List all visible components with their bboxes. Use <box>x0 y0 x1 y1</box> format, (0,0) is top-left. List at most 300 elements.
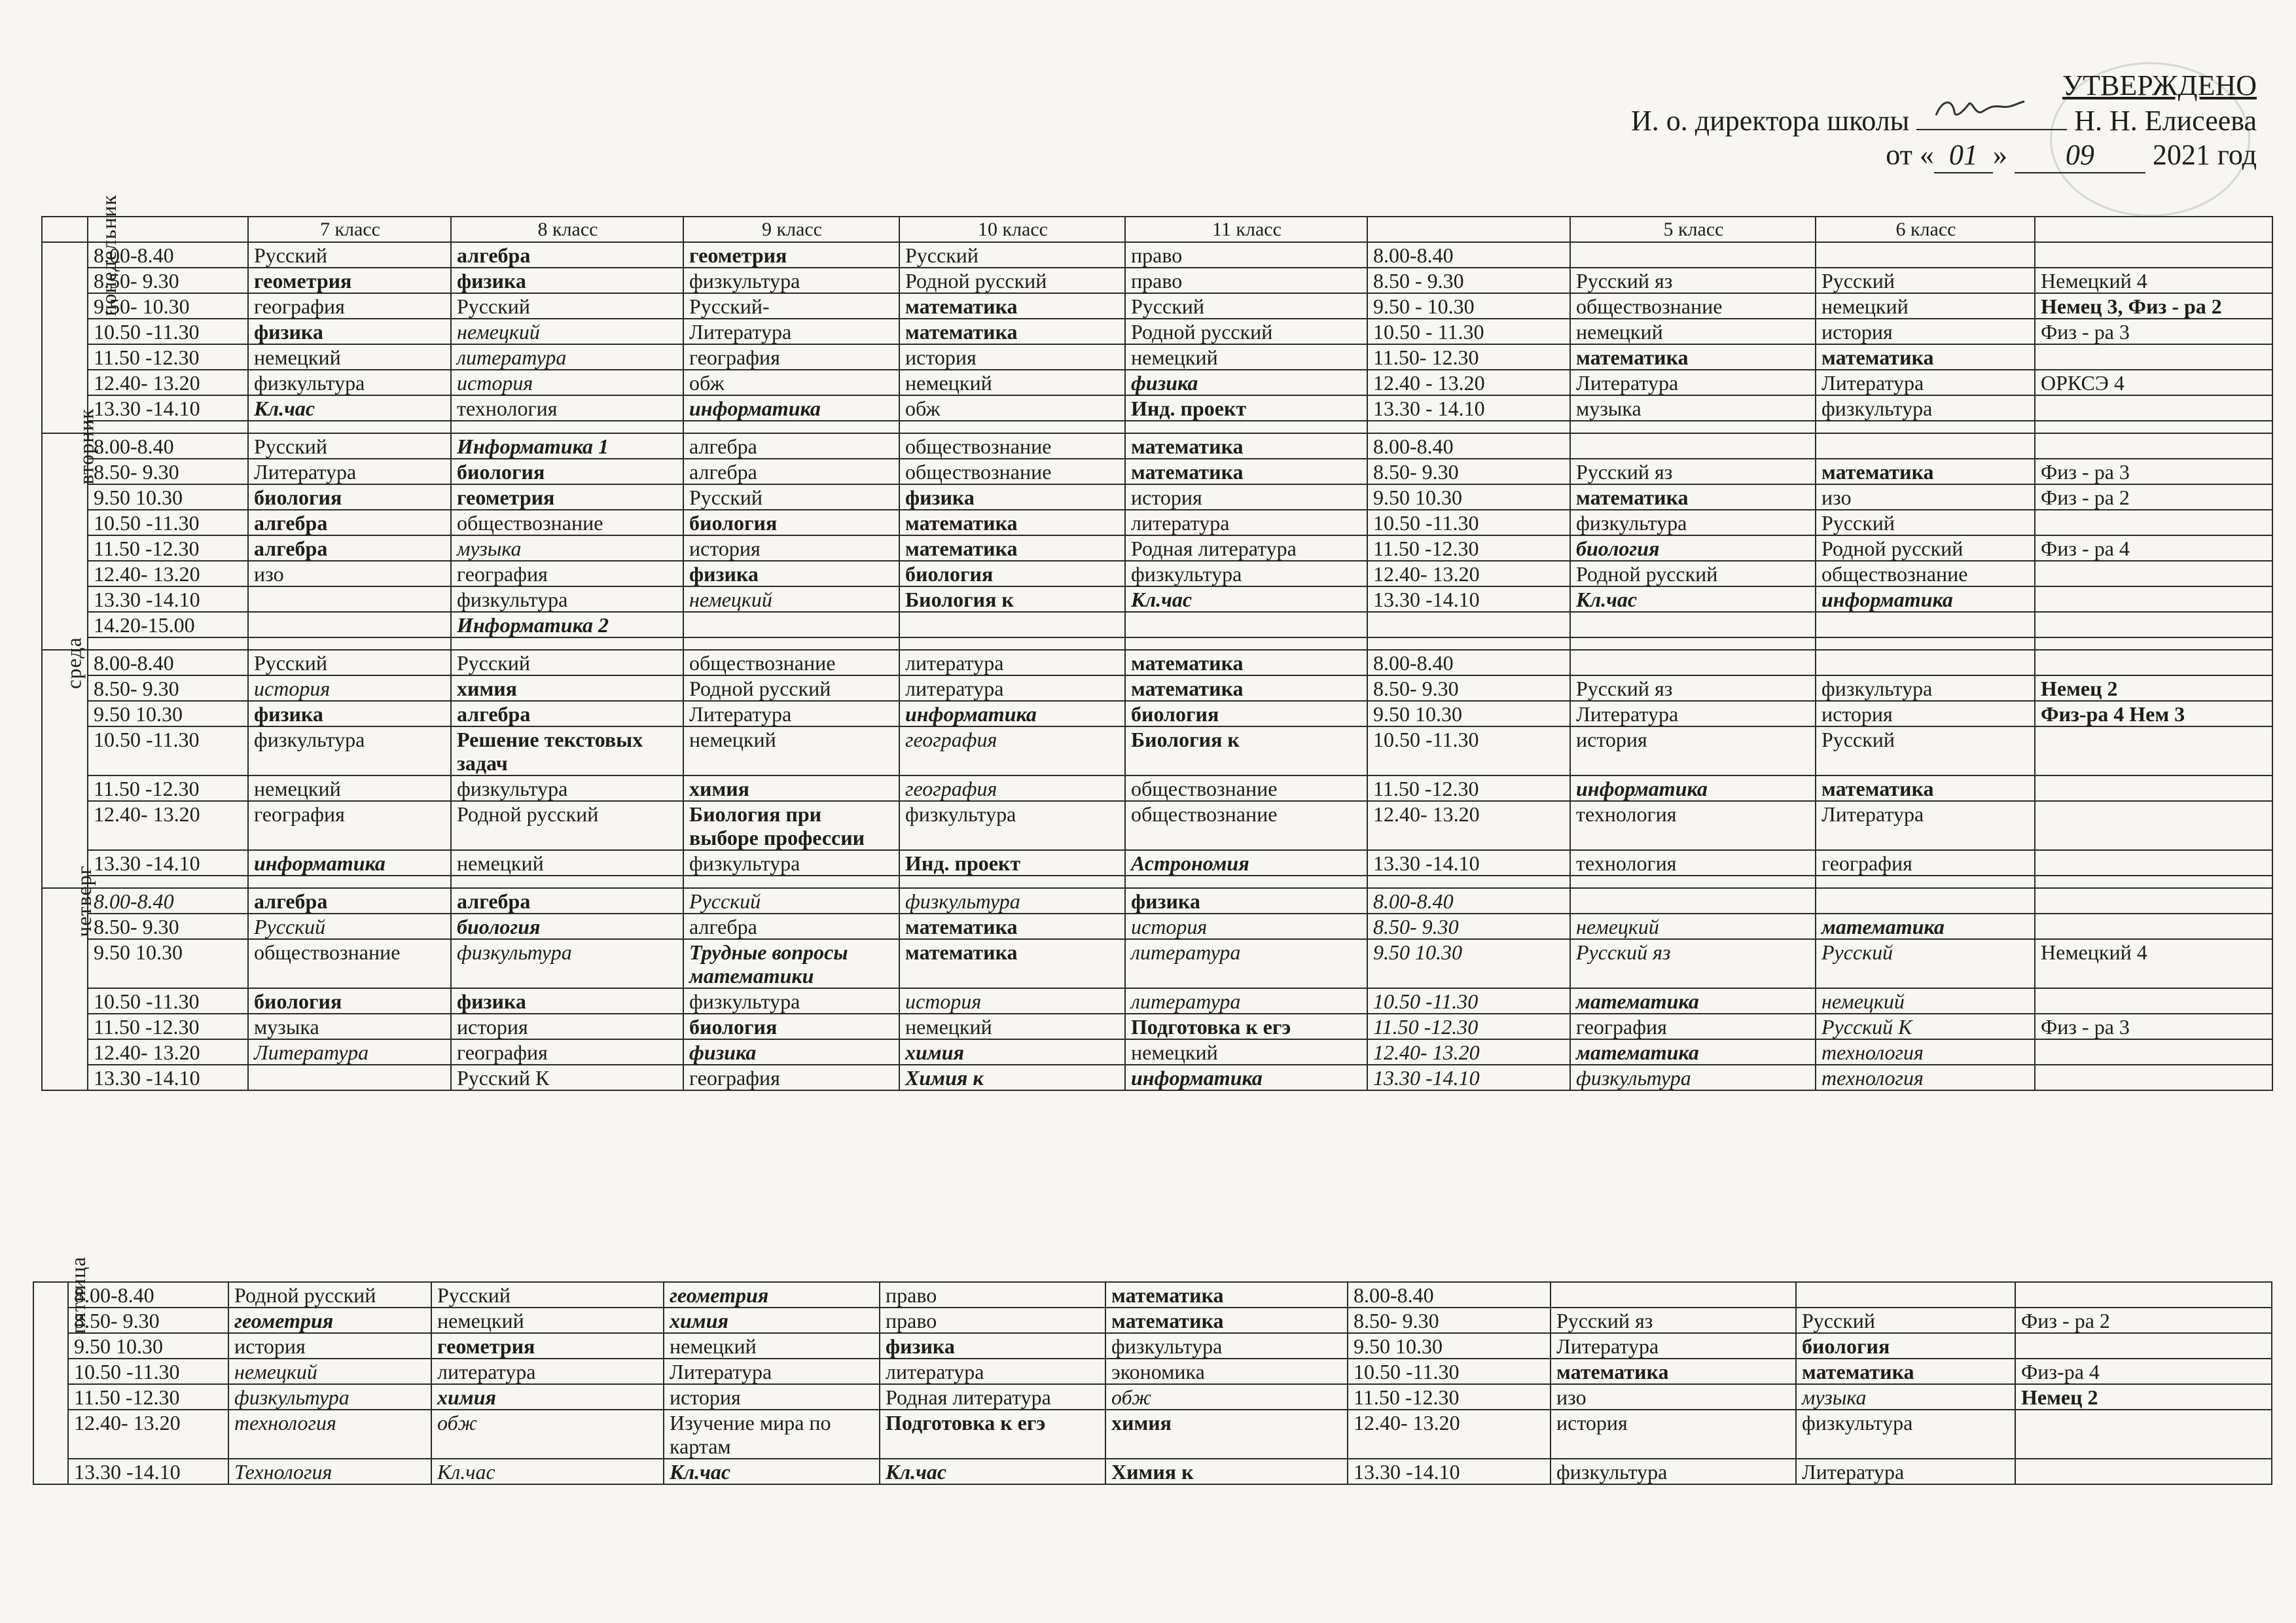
subject-cell: обществознание <box>1125 776 1367 801</box>
time-cell: 8.00-8.40 <box>88 433 248 459</box>
time-cell: 8.50- 9.30 <box>88 675 248 701</box>
time-cell: 12.40- 13.20 <box>88 561 248 586</box>
time-cell: 10.50 -11.30 <box>88 510 248 535</box>
lesson-row <box>42 586 2272 612</box>
subject-cell: изо <box>248 561 451 586</box>
schedule-table-friday <box>33 1256 2272 1485</box>
empty-cell <box>899 637 1125 650</box>
time-cell: 13.30 - 14.10 <box>1367 395 1570 421</box>
subject-cell <box>248 586 451 612</box>
subject-cell: Русский <box>248 242 451 268</box>
subject-cell: математика <box>1816 914 2035 939</box>
subject-cell: изо <box>1551 1384 1796 1410</box>
subject-cell: математика <box>1125 459 1367 484</box>
subject-cell: ОРКСЭ 4 <box>2035 370 2272 395</box>
empty-cell <box>1125 421 1367 433</box>
subject-cell: право <box>880 1308 1105 1333</box>
time-cell: 12.40- 13.20 <box>1367 561 1570 586</box>
subject-cell: Литература <box>1816 801 2035 850</box>
subject-cell: Биология к <box>899 586 1125 612</box>
subject-cell: математика <box>1570 484 1816 510</box>
empty-cell <box>899 876 1125 888</box>
signature <box>1916 103 2067 130</box>
subject-cell: Физ - ра 4 <box>2035 535 2272 561</box>
empty-cell <box>1125 637 1367 650</box>
subject-cell: Русский <box>248 914 451 939</box>
subject-cell: математика <box>1570 1039 1816 1065</box>
subject-cell: физика <box>1125 888 1367 914</box>
subject-cell <box>2035 888 2272 914</box>
empty-cell <box>2035 876 2272 888</box>
lesson-row <box>42 370 2272 395</box>
subject-cell: Кл.час <box>1125 586 1367 612</box>
subject-cell: геометрия <box>228 1308 431 1333</box>
subject-cell: география <box>899 776 1125 801</box>
subject-cell: право <box>880 1282 1105 1308</box>
approval-position: И. о. директора школы <box>1631 105 1910 137</box>
subject-cell: физика <box>899 484 1125 510</box>
subject-cell: обществознание <box>1816 561 2035 586</box>
time-cell: 8.50 - 9.30 <box>1367 268 1570 293</box>
subject-cell: химия <box>431 1384 664 1410</box>
subject-cell: литература <box>451 344 683 370</box>
lesson-row <box>42 459 2272 484</box>
subject-cell: физкультура <box>1816 675 2035 701</box>
subject-cell: информатика <box>1125 1065 1367 1090</box>
lesson-row <box>42 293 2272 319</box>
subject-cell: Информатика 2 <box>451 612 683 637</box>
lesson-row <box>42 484 2272 510</box>
subject-cell: Немец 2 <box>2015 1384 2272 1410</box>
subject-cell: геометрия <box>248 268 451 293</box>
subject-cell <box>2015 1333 2272 1359</box>
subject-cell: немецкий <box>664 1333 880 1359</box>
subject-cell: музыка <box>248 1014 451 1039</box>
subject-cell: литература <box>431 1359 664 1384</box>
time-cell: 11.50 -12.30 <box>1348 1384 1551 1410</box>
subject-cell: алгебра <box>451 242 683 268</box>
subject-cell <box>2035 650 2272 675</box>
time-cell: 13.30 -14.10 <box>88 586 248 612</box>
time-cell: 9.50 10.30 <box>88 701 248 726</box>
subject-cell: физкультура <box>1551 1459 1796 1484</box>
subject-cell: физкультура <box>683 988 899 1014</box>
approval-date: от « 01 » 09 2021 год <box>1631 138 2257 173</box>
lesson-row <box>33 1308 2272 1333</box>
subject-cell: физкультура <box>1816 395 2035 421</box>
subject-cell: литература <box>880 1359 1105 1384</box>
subject-cell: Русский К <box>1816 1014 2035 1039</box>
subject-cell <box>2015 1282 2272 1308</box>
subject-cell: биология <box>1570 535 1816 561</box>
subject-cell: Кл.час <box>431 1459 664 1484</box>
subject-cell: география <box>899 726 1125 776</box>
lesson-row <box>33 1459 2272 1484</box>
subject-cell: математика <box>1816 344 2035 370</box>
subject-cell: физика <box>683 561 899 586</box>
class-header <box>42 217 88 242</box>
subject-cell: физкультура <box>899 801 1125 850</box>
time-cell: 11.50 -12.30 <box>68 1384 228 1410</box>
subject-cell: геометрия <box>451 484 683 510</box>
subject-cell: литература <box>1125 510 1367 535</box>
subject-cell: биология <box>1796 1333 2015 1359</box>
subject-cell: Родной русский <box>228 1282 431 1308</box>
subject-cell: Русский <box>899 242 1125 268</box>
subject-cell: обществознание <box>899 433 1125 459</box>
subject-cell: обществознание <box>683 650 899 675</box>
time-cell: 12.40- 13.20 <box>88 370 248 395</box>
time-cell: 9.50 10.30 <box>88 939 248 988</box>
subject-cell: немецкий <box>431 1308 664 1333</box>
time-cell: 10.50 -11.30 <box>88 988 248 1014</box>
time-cell: 10.50 -11.30 <box>68 1359 228 1384</box>
subject-cell: Немец 2 <box>2035 675 2272 701</box>
class-header: 9 класс <box>683 217 899 242</box>
time-cell: 11.50 -12.30 <box>1367 535 1570 561</box>
spacer-row <box>42 876 2272 888</box>
empty-cell <box>1367 421 1570 433</box>
subject-cell: история <box>899 344 1125 370</box>
empty-cell <box>1570 637 1816 650</box>
subject-cell: Русский <box>451 293 683 319</box>
lesson-row <box>42 242 2272 268</box>
time-cell: 11.50 -12.30 <box>1367 776 1570 801</box>
subject-cell: обж <box>1105 1384 1348 1410</box>
subject-cell: физика <box>683 1039 899 1065</box>
subject-cell <box>2035 510 2272 535</box>
subject-cell: Русский <box>683 888 899 914</box>
subject-cell: математика <box>1816 776 2035 801</box>
time-cell: 12.40- 13.20 <box>1367 1039 1570 1065</box>
empty-cell <box>451 421 683 433</box>
subject-cell: немецкий <box>1125 1039 1367 1065</box>
time-cell: 8.50- 9.30 <box>68 1308 228 1333</box>
approval-year: 2021 год <box>2152 139 2257 171</box>
subject-cell: физика <box>248 701 451 726</box>
subject-cell: Технология <box>228 1459 431 1484</box>
empty-cell <box>88 876 248 888</box>
subject-cell: физкультура <box>683 268 899 293</box>
subject-cell: немецкий <box>248 344 451 370</box>
time-cell: 11.50 -12.30 <box>88 535 248 561</box>
lesson-row <box>42 1039 2272 1065</box>
subject-cell: право <box>1125 242 1367 268</box>
subject-cell: география <box>248 293 451 319</box>
subject-cell: Литература <box>1816 370 2035 395</box>
subject-cell: обществознание <box>1570 293 1816 319</box>
subject-cell: Родной русский <box>451 801 683 850</box>
subject-cell <box>2035 433 2272 459</box>
time-cell: 11.50 -12.30 <box>1367 1014 1570 1039</box>
subject-cell <box>1796 1282 2015 1308</box>
time-cell: 9.50 10.30 <box>68 1333 228 1359</box>
subject-cell: Русский <box>1125 293 1367 319</box>
subject-cell <box>899 612 1125 637</box>
lesson-row <box>42 701 2272 726</box>
time-cell: 10.50 -11.30 <box>1367 988 1570 1014</box>
empty-cell <box>899 421 1125 433</box>
day-label <box>33 1256 90 1484</box>
subject-cell: Русский <box>683 484 899 510</box>
approval-block <box>1631 69 2257 173</box>
subject-cell: история <box>683 535 899 561</box>
subject-cell: география <box>248 801 451 850</box>
subject-cell: математика <box>1105 1282 1348 1308</box>
subject-cell: экономика <box>1105 1359 1348 1384</box>
time-cell: 12.40- 13.20 <box>1367 801 1570 850</box>
subject-cell: Физ - ра 3 <box>2035 319 2272 344</box>
approval-month: 09 <box>2015 138 2145 173</box>
subject-cell: биология <box>248 988 451 1014</box>
empty-cell <box>248 876 451 888</box>
subject-cell <box>2035 1065 2272 1090</box>
subject-cell: математика <box>899 939 1125 988</box>
subject-cell: геометрия <box>664 1282 880 1308</box>
subject-cell: немецкий <box>899 1014 1125 1039</box>
day-name: вторник <box>74 408 98 485</box>
lesson-row <box>42 268 2272 293</box>
lesson-row <box>42 988 2272 1014</box>
subject-cell: Химия к <box>1105 1459 1348 1484</box>
subject-cell: Физ-ра 4 <box>2015 1359 2272 1384</box>
time-cell: 8.00-8.40 <box>1367 650 1570 675</box>
class-header <box>2035 217 2272 242</box>
subject-cell: обж <box>683 370 899 395</box>
subject-cell: обществознание <box>899 459 1125 484</box>
subject-cell: Подготовка к егэ <box>880 1410 1105 1459</box>
time-cell: 10.50 -11.30 <box>88 319 248 344</box>
subject-cell: Русский- <box>683 293 899 319</box>
subject-cell: география <box>1570 1014 1816 1039</box>
lesson-row <box>42 1065 2272 1090</box>
subject-cell: физкультура <box>1570 510 1816 535</box>
subject-cell: география <box>683 1065 899 1090</box>
time-cell: 8.50- 9.30 <box>88 268 248 293</box>
subject-cell: математика <box>1570 988 1816 1014</box>
subject-cell: изо <box>1816 484 2035 510</box>
time-cell: 9.50 10.30 <box>1367 484 1570 510</box>
subject-cell: Литература <box>1570 370 1816 395</box>
subject-cell: немецкий <box>1570 319 1816 344</box>
subject-cell: биология <box>451 914 683 939</box>
subject-cell: Русский <box>248 650 451 675</box>
time-cell: 9.50- 10.30 <box>88 293 248 319</box>
time-cell: 8.50- 9.30 <box>1367 914 1570 939</box>
subject-cell: Русский <box>1796 1308 2015 1333</box>
subject-cell: математика <box>1570 344 1816 370</box>
empty-cell <box>88 637 248 650</box>
subject-cell <box>2035 586 2272 612</box>
subject-cell <box>2015 1410 2272 1459</box>
subject-cell <box>1816 888 2035 914</box>
subject-cell: Изучение мира по картам <box>664 1410 880 1459</box>
subject-cell: физкультура <box>1105 1333 1348 1359</box>
subject-cell: Родной русский <box>1125 319 1367 344</box>
lesson-row <box>33 1359 2272 1384</box>
time-cell: 8.00-8.40 <box>1367 242 1570 268</box>
time-cell: 8.00-8.40 <box>88 242 248 268</box>
subject-cell: физкультура <box>899 888 1125 914</box>
subject-cell: математика <box>899 319 1125 344</box>
subject-cell: биология <box>1125 701 1367 726</box>
subject-cell <box>2035 850 2272 876</box>
subject-cell: история <box>451 1014 683 1039</box>
approval-signatory <box>1631 103 2257 138</box>
subject-cell: право <box>1125 268 1367 293</box>
time-cell: 13.30 -14.10 <box>88 395 248 421</box>
subject-cell: Русский яз <box>1570 268 1816 293</box>
subject-cell: обществознание <box>1125 801 1367 850</box>
subject-cell <box>2035 395 2272 421</box>
subject-cell: Химия к <box>899 1065 1125 1090</box>
subject-cell: Физ - ра 2 <box>2015 1308 2272 1333</box>
subject-cell: обществознание <box>451 510 683 535</box>
class-header <box>1367 217 1570 242</box>
subject-cell <box>683 612 899 637</box>
empty-cell <box>683 421 899 433</box>
subject-cell <box>1816 650 2035 675</box>
class-header: 10 класс <box>899 217 1125 242</box>
subject-cell: история <box>228 1333 431 1359</box>
subject-cell: Русский <box>1816 510 2035 535</box>
empty-cell <box>248 637 451 650</box>
subject-cell: Инд. проект <box>1125 395 1367 421</box>
spacer-row <box>42 637 2272 650</box>
subject-cell: алгебра <box>248 535 451 561</box>
subject-cell: математика <box>1125 675 1367 701</box>
subject-cell: Физ-ра 4 Нем 3 <box>2035 701 2272 726</box>
lesson-row <box>42 650 2272 675</box>
subject-cell: история <box>1125 484 1367 510</box>
time-cell: 11.50 -12.30 <box>88 776 248 801</box>
subject-cell: Кл.час <box>248 395 451 421</box>
subject-cell: Астрономия <box>1125 850 1367 876</box>
subject-cell <box>1570 888 1816 914</box>
subject-cell: музыка <box>1796 1384 2015 1410</box>
subject-cell <box>2035 801 2272 850</box>
subject-cell: история <box>451 370 683 395</box>
lesson-row <box>42 535 2272 561</box>
subject-cell: Русский яз <box>1551 1308 1796 1333</box>
subject-cell: история <box>899 988 1125 1014</box>
empty-cell <box>451 876 683 888</box>
subject-cell: Немецкий 4 <box>2035 268 2272 293</box>
time-cell: 13.30 -14.10 <box>1367 586 1570 612</box>
lesson-row <box>33 1333 2272 1359</box>
subject-cell: физкультура <box>451 586 683 612</box>
subject-cell: алгебра <box>683 433 899 459</box>
time-cell: 8.00-8.40 <box>1367 433 1570 459</box>
subject-cell <box>1570 650 1816 675</box>
subject-cell: Родная литература <box>880 1384 1105 1410</box>
lesson-row <box>33 1282 2272 1308</box>
subject-cell: немецкий <box>1125 344 1367 370</box>
subject-cell: информатика <box>1570 776 1816 801</box>
lesson-row <box>42 850 2272 876</box>
approval-day: 01 <box>1934 138 1993 173</box>
lesson-row <box>42 914 2272 939</box>
subject-cell: литература <box>1125 939 1367 988</box>
subject-cell <box>248 1065 451 1090</box>
subject-cell: Русский <box>1816 939 2035 988</box>
subject-cell: математика <box>899 510 1125 535</box>
subject-cell: математика <box>1125 433 1367 459</box>
subject-cell: физика <box>1125 370 1367 395</box>
subject-cell: история <box>1816 319 2035 344</box>
subject-cell <box>2035 612 2272 637</box>
time-cell: 12.40 - 13.20 <box>1367 370 1570 395</box>
subject-cell <box>2035 1039 2272 1065</box>
time-cell: 12.40- 13.20 <box>88 801 248 850</box>
subject-cell: технология <box>228 1410 431 1459</box>
subject-cell: немецкий <box>1816 293 2035 319</box>
subject-cell: Русский <box>248 433 451 459</box>
class-header: 8 класс <box>451 217 683 242</box>
subject-cell: обществознание <box>248 939 451 988</box>
time-cell: 13.30 -14.10 <box>1367 1065 1570 1090</box>
time-cell: 8.00-8.40 <box>68 1282 228 1308</box>
time-cell: 12.40- 13.20 <box>1348 1410 1551 1459</box>
subject-cell: алгебра <box>248 510 451 535</box>
class-header: 11 класс <box>1125 217 1367 242</box>
subject-cell: математика <box>899 293 1125 319</box>
subject-cell <box>2035 914 2272 939</box>
time-cell: 9.50 10.30 <box>1348 1333 1551 1359</box>
subject-cell: Русский яз <box>1570 675 1816 701</box>
subject-cell: Русский <box>431 1282 664 1308</box>
lesson-row <box>42 612 2272 637</box>
subject-cell: Инд. проект <box>899 850 1125 876</box>
time-cell: 8.50- 9.30 <box>1367 675 1570 701</box>
subject-cell <box>2035 988 2272 1014</box>
approval-name: Н. Н. Елисеева <box>2074 105 2257 137</box>
subject-cell: Решение текстовых задач <box>451 726 683 776</box>
subject-cell: география <box>451 561 683 586</box>
class-header: 6 класс <box>1816 217 2035 242</box>
subject-cell: информатика <box>899 701 1125 726</box>
subject-cell: технология <box>1570 801 1816 850</box>
subject-cell: Биология при выборе профессии <box>683 801 899 850</box>
subject-cell: химия <box>899 1039 1125 1065</box>
lesson-row <box>42 1014 2272 1039</box>
empty-cell <box>1816 421 2035 433</box>
time-cell: 11.50- 12.30 <box>1367 344 1570 370</box>
subject-cell: литература <box>1125 988 1367 1014</box>
day-label <box>42 194 120 433</box>
spacer-row <box>42 421 2272 433</box>
subject-cell: физкультура <box>451 776 683 801</box>
subject-cell <box>1570 242 1816 268</box>
lesson-row <box>42 776 2272 801</box>
lesson-row <box>33 1410 2272 1459</box>
time-cell: 10.50 -11.30 <box>1367 726 1570 776</box>
empty-cell <box>1816 876 2035 888</box>
subject-cell: Трудные вопросы математики <box>683 939 899 988</box>
day-name: пятница <box>66 1256 90 1334</box>
lesson-row <box>42 726 2272 776</box>
empty-cell <box>88 421 248 433</box>
subject-cell: физика <box>880 1333 1105 1359</box>
subject-cell: физкультура <box>451 939 683 988</box>
day-label <box>42 408 98 650</box>
subject-cell: немецкий <box>451 319 683 344</box>
time-cell: 9.50 - 10.30 <box>1367 293 1570 319</box>
subject-cell: физкультура <box>248 370 451 395</box>
lesson-row <box>42 510 2272 535</box>
subject-cell: музыка <box>1570 395 1816 421</box>
subject-cell: обж <box>431 1410 664 1459</box>
